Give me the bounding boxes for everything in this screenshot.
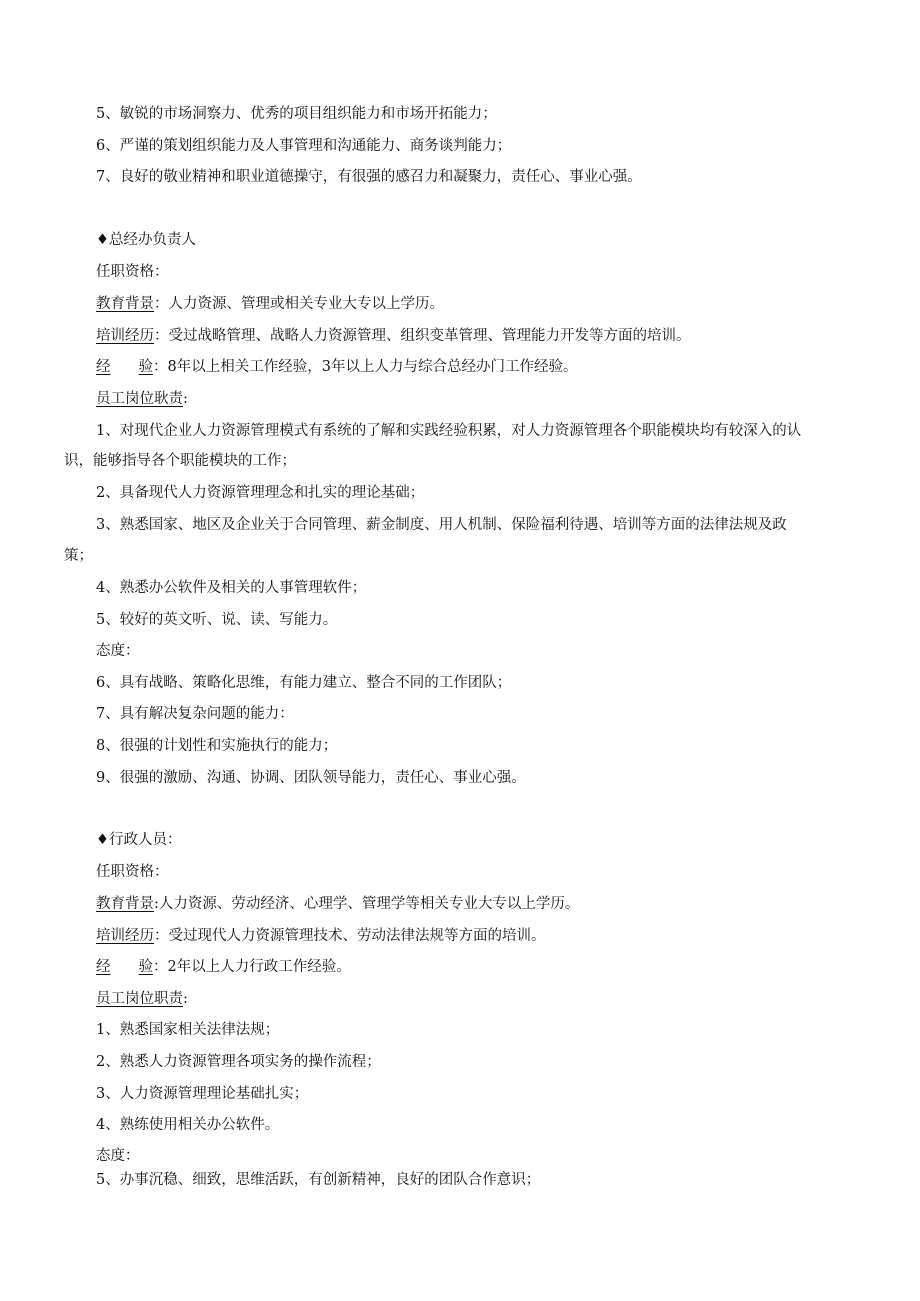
training-text: ：受过战略管理、战略人力资源管理、组织变革管理、管理能力开发等方面的培训。 bbox=[154, 328, 691, 344]
list-item: 9、很强的激励、沟通、协调、团队领导能力，责任心、事业心强。 bbox=[96, 770, 526, 786]
list-item: 6、严谨的策划组织能力及人事管理和沟通能力、商务谈判能力； bbox=[96, 138, 512, 154]
duty-label: 员工岗位耿责 bbox=[96, 391, 183, 407]
education-row bbox=[96, 894, 579, 914]
experience-text: ：2年以上人力行政工作经验。 bbox=[153, 959, 351, 975]
list-item: 5、较好的英文听、说、读、写能力。 bbox=[96, 612, 338, 628]
education-text: :人力资源、劳动经济、心理学、管理学等相关专业大专以上学历。 bbox=[154, 896, 580, 912]
experience-label bbox=[96, 359, 153, 375]
training-row bbox=[96, 326, 691, 346]
attitude-label: 态度： bbox=[96, 643, 140, 659]
duty-colon: : bbox=[183, 991, 188, 1007]
training-label: 培训经历 bbox=[96, 928, 154, 944]
list-item-continued: 识，能够指导各个职能模块的工作； bbox=[64, 453, 296, 469]
experience-label-char: 验 bbox=[138, 959, 153, 975]
training-row bbox=[96, 926, 546, 946]
duty-label-row bbox=[96, 389, 188, 409]
duty-colon: : bbox=[183, 391, 188, 407]
training-text: ：受过现代人力资源管理技术、劳动法律法规等方面的培训。 bbox=[154, 928, 546, 944]
list-item: 1、对现代企业人力资源管理模式有系统的了解和实践经验积累，对人力资源管理各个职能模块均有较深入的认 bbox=[96, 423, 802, 439]
list-item: 2、熟悉人力资源管理各项实务的操作流程； bbox=[96, 1054, 381, 1070]
education-text: ：人力资源、管理或相关专业大专以上学历。 bbox=[154, 296, 444, 312]
education-label: 教育背景 bbox=[96, 296, 154, 312]
qualification-label: 任职资格： bbox=[96, 264, 169, 280]
experience-label-char: 验 bbox=[138, 359, 153, 375]
section-title: ♦行政人员： bbox=[96, 832, 182, 848]
duty-label: 员工岗位职责 bbox=[96, 991, 183, 1007]
list-item: 8、很强的计划性和实施执行的能力； bbox=[96, 738, 338, 754]
attitude-label: 态度： bbox=[96, 1148, 140, 1164]
list-item: 4、熟练使用相关办公软件。 bbox=[96, 1117, 280, 1133]
education-row bbox=[96, 294, 444, 314]
qualification-label: 任职资格： bbox=[96, 864, 169, 880]
experience-row bbox=[96, 357, 577, 377]
education-label: 教育背景 bbox=[96, 896, 154, 912]
duty-label-row bbox=[96, 989, 188, 1009]
list-item: 1、熟悉国家相关法律法规； bbox=[96, 1022, 280, 1038]
list-item: 7、良好的敬业精神和职业道德操守，有很强的感召力和凝聚力，责任心、事业心强。 bbox=[96, 169, 642, 185]
experience-label-char: 经 bbox=[96, 959, 111, 975]
list-item: 7、具有解决复杂问题的能力： bbox=[96, 706, 294, 722]
experience-label-char: 经 bbox=[96, 359, 111, 375]
list-item: 6、具有战略、策略化思维，有能力建立、整合不同的工作团队； bbox=[96, 675, 512, 691]
experience-label bbox=[96, 959, 153, 975]
list-item: 4、熟悉办公软件及相关的人事管理软件； bbox=[96, 580, 367, 596]
list-item: 3、熟悉国家、地区及企业关于合同管理、薪金制度、用人机制、保险福利待遇、培训等方面的法律法规及政 bbox=[96, 517, 787, 533]
list-item-continued: 策； bbox=[64, 548, 93, 564]
list-item: 2、具备现代人力资源管理理念和扎实的理论基础； bbox=[96, 485, 425, 501]
experience-text: ：8年以上相关工作经验，3年以上人力与综合总经办门工作经验。 bbox=[153, 359, 578, 375]
training-label: 培训经历 bbox=[96, 328, 154, 344]
list-item: 3、人力资源管理理论基础扎实； bbox=[96, 1086, 309, 1102]
experience-row bbox=[96, 957, 351, 977]
section-title: ♦总经办负责人 bbox=[96, 232, 196, 248]
list-item: 5、办事沉稳、细致，思维活跃，有创新精神，良好的团队合作意识； bbox=[96, 1172, 541, 1188]
list-item: 5、敏锐的市场洞察力、优秀的项目组织能力和市场开拓能力； bbox=[96, 106, 497, 122]
